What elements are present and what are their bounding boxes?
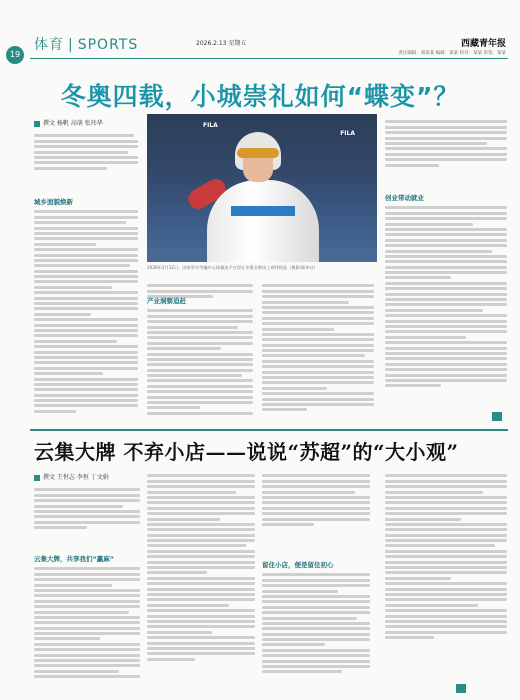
article1-headline: 冬奥四载，小城崇礼如何“蝶变”？	[60, 82, 460, 111]
uniform-stripe	[231, 206, 295, 216]
article1-col3-body	[262, 282, 374, 422]
section-title: 体育 | SPORTS	[34, 37, 139, 53]
section-en: SPORTS	[77, 37, 139, 53]
byline-marker-icon	[34, 475, 40, 481]
article1-col4-top	[385, 118, 507, 190]
athlete-goggles	[237, 148, 279, 158]
article2-subhead-2: 留住小店，便是留住初心	[262, 561, 334, 569]
end-mark-icon	[492, 412, 502, 421]
article1-subhead-1: 城乡面貌焕新	[34, 198, 73, 206]
end-mark-icon	[456, 684, 466, 693]
newspaper-name: 西藏青年报	[460, 39, 506, 49]
photo-caption: 2026年2月12日，国家雪车雪橇中心体操选手在崇礼冬奥会赛场上欢呼致意（摄影/新华社）	[147, 265, 318, 270]
sponsor-banner: FILA	[340, 130, 355, 137]
article1-col2-body	[147, 307, 253, 421]
editor-credits: 责任编辑：刘某某 编辑：某某 校对：某某 审签：某某	[398, 51, 506, 56]
athlete-face	[243, 158, 273, 182]
article2-byline: 撰文 王恒志 李恒 丁文娟	[34, 472, 109, 481]
sponsor-banner: FILA	[203, 122, 218, 129]
header-rule	[30, 58, 508, 59]
article2-col4-body	[385, 472, 507, 686]
article2-col1-top	[34, 486, 140, 550]
article1-col1-body	[34, 208, 138, 420]
article1-col4-body	[385, 204, 507, 412]
article1-subhead-3: 创业带动就业	[385, 194, 424, 202]
article2-col1-body	[34, 565, 140, 693]
issue-date: 2026.2.13 星期五	[196, 40, 247, 47]
byline-marker-icon	[34, 121, 40, 127]
article1-subhead-2: 产业洞察追赶	[147, 297, 186, 305]
article2-headline: 云集大牌 不弃小店——说说“苏超”的“大小观”	[34, 440, 459, 464]
page-header	[0, 0, 520, 59]
section-cn: 体育	[34, 37, 64, 53]
article2-col3-body	[262, 571, 370, 693]
article2-subhead-1: 云集大牌，共享我们“赢麻”	[34, 555, 115, 563]
athlete-body	[207, 180, 319, 262]
article2-col2-body	[147, 472, 255, 694]
article1-photo	[147, 114, 377, 262]
article1-col1-top	[34, 132, 138, 194]
article-divider	[30, 429, 508, 431]
article2-col3-top	[262, 472, 370, 554]
article1-byline: 撰文 杨帆 高萌 张玮华	[34, 118, 103, 127]
page-number: 19	[6, 46, 24, 64]
